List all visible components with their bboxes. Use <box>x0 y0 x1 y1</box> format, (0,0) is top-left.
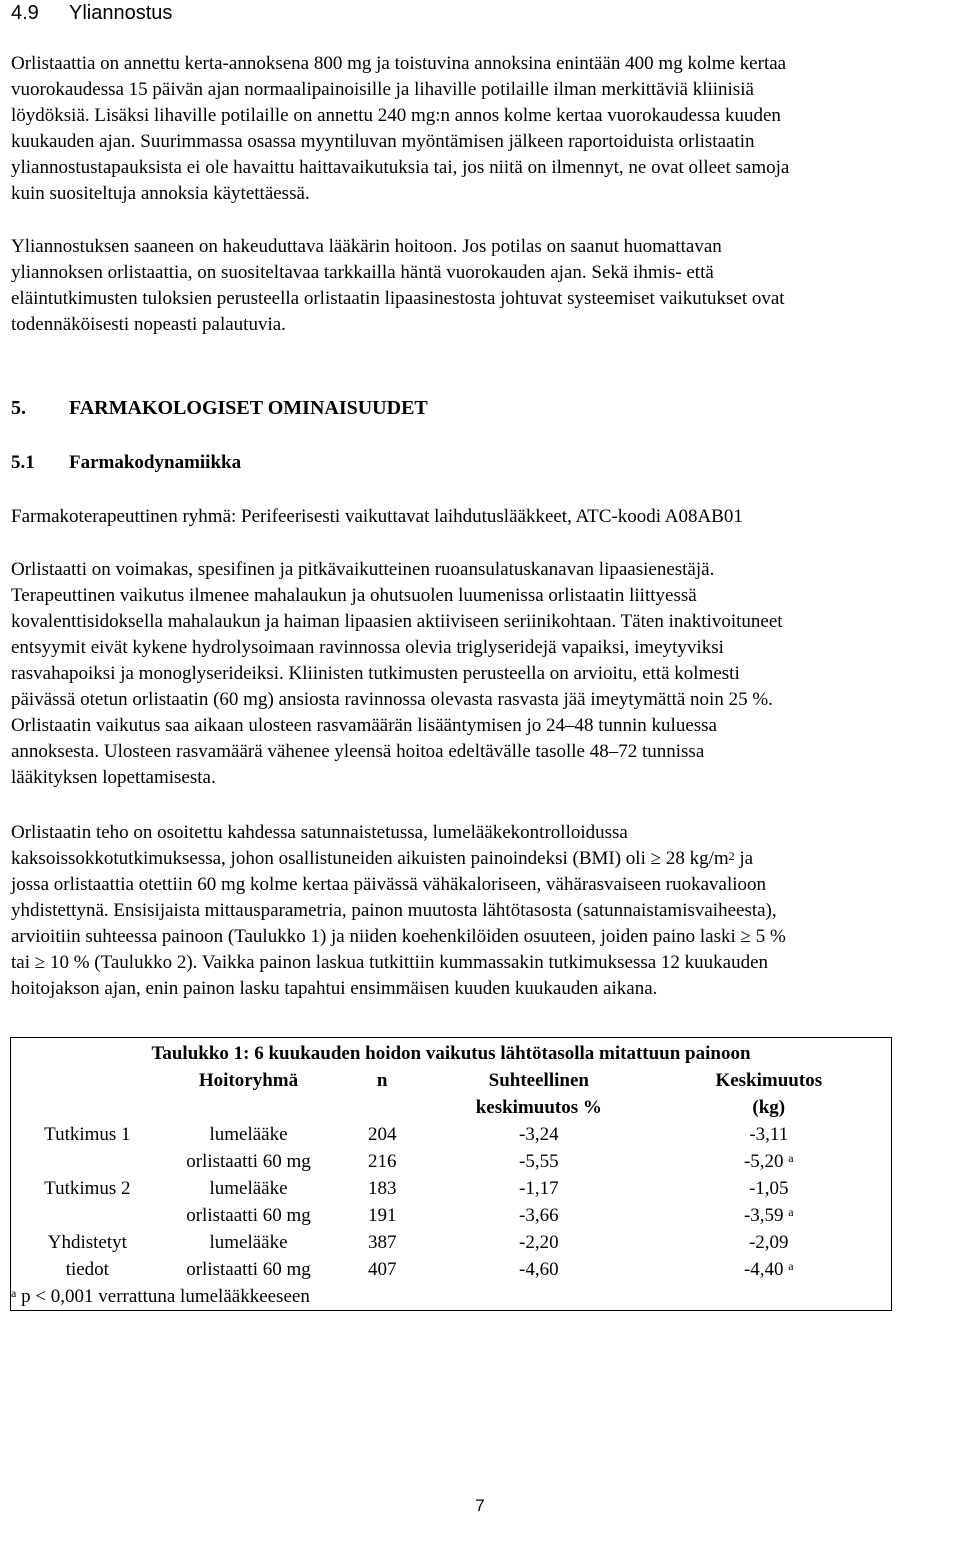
text-run: 10 % (Taulukko 2). Vaikka painon laskua tutkittiin kummassakin tutkimuksessa 12 kuukauden <box>45 952 769 973</box>
section-title: FARMAKOLOGISET OMINAISUUDET <box>69 397 428 419</box>
cell-line: -2,20 <box>519 1232 559 1253</box>
mean-cell <box>647 1229 891 1283</box>
atc-paragraph: Farmakoterapeuttinen ryhmä: Perifeerisesti vaikuttavat laihdutuslääkkeet, ATC-koodi A08AB01 <box>11 506 743 527</box>
section-number: 5.1 <box>11 452 35 473</box>
paragraph-line: yhdistettynä. Ensisijaista mittausparametria, painon muutosta lähtötasosta (satunnaistamisvaiheesta), <box>11 900 777 921</box>
cell-line: 183 <box>367 1178 397 1199</box>
table-caption: Taulukko 1: 6 kuukauden hoidon vaikutus lähtötasolla mitattuun painoon <box>151 1043 751 1064</box>
cell-line: lumelääke <box>209 1124 288 1145</box>
study-cell <box>11 1175 164 1229</box>
group-cell <box>164 1175 334 1229</box>
page-number: 7 <box>475 1496 485 1515</box>
paragraph-line: yliannoksen orlistaattia, on suositeltavaa tarkkailla häntä vuorokauden ajan. Sekä ihmis- että <box>11 262 714 283</box>
paragraph-line: Orlistaatin vaikutus saa aikaan ulosteen rasvamäärän lisääntymisen jo 24–48 tunnin kuluessa <box>11 715 717 736</box>
text-run: 5 % <box>750 926 786 947</box>
header-line: (kg) <box>752 1097 786 1118</box>
paragraph-line: hoitojakson ajan, enin painon lasku tapahtui ensimmäisen kuuden kuukauden aikana. <box>11 978 658 999</box>
cell-line: 387 <box>367 1232 397 1253</box>
superscript: a <box>788 1151 794 1165</box>
cell-line: lumelääke <box>209 1178 288 1199</box>
text-run: tai <box>11 952 35 973</box>
section-number: 4.9 <box>11 2 39 24</box>
relative-cell <box>431 1229 647 1283</box>
paragraph-line: Orlistaatin teho on osoitettu kahdessa satunnaistetussa, lumelääkekontrolloidussa <box>11 822 628 843</box>
table-header-relative <box>431 1067 647 1121</box>
cell-line: Tutkimus 1 <box>44 1124 131 1145</box>
cell-value: -5,20 <box>743 1151 784 1172</box>
results-table <box>10 1037 892 1311</box>
greater-equal-symbol: ≥ <box>34 952 46 973</box>
table-header-n: n <box>376 1070 388 1091</box>
paragraph-line: Orlistaatti on voimakas, spesifinen ja pitkävaikutteinen ruoansulatuskanavan lipaasienestäjä. <box>11 559 715 580</box>
cell-line <box>647 1148 891 1175</box>
header-line: Keskimuutos <box>715 1070 823 1091</box>
cell-line: -4,60 <box>519 1259 559 1280</box>
cell-line: 204 <box>367 1124 397 1145</box>
table-row <box>11 1229 891 1283</box>
relative-cell <box>431 1175 647 1229</box>
paragraph-line: jossa orlistaattia otettiin 60 mg kolme kertaa päivässä vähäkaloriseen, vähärasvaiseen ruokavalioon <box>11 874 766 895</box>
section-heading-5 <box>11 395 428 421</box>
paragraph-line <box>11 950 768 976</box>
table-row <box>11 1175 891 1229</box>
paragraph-line: Orlistaattia on annettu kerta-annoksena 800 mg ja toistuvina annoksina enintään 400 mg kolme kertaa <box>11 53 787 74</box>
table-footnote <box>11 1283 892 1311</box>
n-cell <box>333 1229 431 1283</box>
mean-cell <box>647 1121 891 1175</box>
cell-line: tiedot <box>65 1259 109 1280</box>
cell-line: orlistaatti 60 mg <box>186 1259 311 1280</box>
study-cell <box>11 1229 164 1283</box>
paragraph-line: lääkityksen lopettamisesta. <box>11 767 216 788</box>
paragraph-line: löydöksiä. Lisäksi lihaville potilaille on annettu 240 mg:n annos kolme kertaa vuorokaudessa kuuden <box>11 105 781 126</box>
relative-cell <box>431 1121 647 1175</box>
cell-line: -3,24 <box>519 1124 559 1145</box>
cell-line: orlistaatti 60 mg <box>186 1151 311 1172</box>
greater-equal-symbol: ≥ <box>650 848 662 869</box>
table-frame <box>11 1038 892 1284</box>
cell-line: -1,17 <box>519 1178 559 1199</box>
section-heading-5-1 <box>11 450 241 476</box>
footnote-text: p < 0,001 verrattuna lumelääkkeeseen <box>16 1286 310 1307</box>
text-run: 28 kg/m <box>661 848 729 869</box>
superscript: a <box>788 1259 794 1273</box>
paragraph-line: vuorokaudessa 15 päivän ajan normaalipainoisille ja lihaville potilaille ilman merkittäviä kliinisiä <box>11 79 754 100</box>
cell-line: -3,11 <box>749 1124 789 1145</box>
paragraph-line: rasvahapoiksi ja monoglyserideiksi. Kliinisten tutkimusten perusteella on arvioitu, että kolmesti <box>11 663 740 684</box>
mean-cell <box>647 1175 891 1229</box>
paragraph-line: Yliannostuksen saaneen on hakeuduttava lääkärin hoitoon. Jos potilas on saanut huomattavan <box>11 236 722 257</box>
cell-value: -4,40 <box>743 1259 784 1280</box>
section-heading-4-9 <box>11 0 172 26</box>
header-line: Suhteellinen <box>488 1070 589 1091</box>
paragraph-line: yliannostustapauksista ei ole havaittu haittavaikutuksia tai, jos niitä on ilmennyt, ne ovat olleet samoja <box>11 157 790 178</box>
table-header-group: Hoitoryhmä <box>198 1070 299 1091</box>
cell-value: -3,59 <box>743 1205 784 1226</box>
cell-line: -1,05 <box>748 1178 789 1199</box>
text-run: kaksoissokkotutkimuksessa, johon osallistuneiden aikuisten painoindeksi (BMI) oli <box>11 848 651 869</box>
cell-line: 191 <box>367 1205 397 1226</box>
paragraph-line: eläintutkimusten tuloksien perusteella orlistaatin lipaasinestosta johtuvat systeemiset vaikutukset ovat <box>11 288 785 309</box>
paragraph-line: entsyymit eivät kykene hydrolysoimaan ravinnossa olevia triglyseridejä vapaiksi, imeytyviksi <box>11 637 724 658</box>
section-number: 5. <box>11 397 26 419</box>
text-run: ja <box>734 848 754 869</box>
paragraph-line: kovalenttisidoksella mahalaukun ja haiman lipaasien aktiiviseen seriinikohtaan. Täten inaktivoituneet <box>11 611 783 632</box>
cell-line <box>647 1256 891 1283</box>
superscript: a <box>788 1205 794 1219</box>
paragraph-line: kuukauden ajan. Suurimmassa osassa myyntiluvan myöntämisen jälkeen raportoiduista orlistaatin <box>11 131 755 152</box>
n-cell <box>333 1175 431 1229</box>
n-cell <box>333 1121 431 1175</box>
table-inner <box>11 1038 891 1283</box>
cell-line: orlistaatti 60 mg <box>186 1205 311 1226</box>
group-cell <box>164 1121 334 1175</box>
paragraph-line: kuin suositeltuja annoksia käytettäessä. <box>11 183 310 204</box>
paragraph-line <box>11 924 786 950</box>
greater-equal-symbol: ≥ <box>740 926 751 947</box>
study-cell <box>11 1121 164 1175</box>
paragraph-line: todennäköisesti nopeasti palautuvia. <box>11 314 286 335</box>
table-header-cell <box>11 1067 164 1121</box>
header-line: keskimuutos % <box>475 1097 602 1118</box>
paragraph-line: annoksesta. Ulosteen rasvamäärä vähenee yleensä hoitoa edeltävälle tasolle 48–72 tunnissa <box>11 741 705 762</box>
cell-line: -2,09 <box>748 1232 789 1253</box>
cell-line: 407 <box>367 1259 397 1280</box>
cell-line: -3,66 <box>519 1205 559 1226</box>
cell-line: 216 <box>367 1151 397 1172</box>
cell-line: -5,55 <box>519 1151 559 1172</box>
footnote-marker: a <box>11 1286 17 1300</box>
table-header-mean <box>647 1067 891 1121</box>
cell-line: lumelääke <box>209 1232 288 1253</box>
cell-line <box>647 1202 891 1229</box>
table-row <box>11 1121 891 1175</box>
superscript: 2 <box>728 849 735 863</box>
paragraph-line: Terapeuttinen vaikutus ilmenee mahalaukun ja ohutsuolen luumenissa orlistaatin liittyessä <box>11 585 697 606</box>
cell-line: Tutkimus 2 <box>44 1178 131 1199</box>
section-title: Farmakodynamiikka <box>69 452 242 473</box>
section-title: Yliannostus <box>69 2 173 24</box>
paragraph-line: päivässä otetun orlistaatin (60 mg) ansiosta ravinnossa olevasta rasvasta jää imeytymättä noin 25 %. <box>11 689 773 710</box>
text-run: arvioitiin suhteessa painoon (Taulukko 1) ja niiden koehenkilöiden osuuteen, joiden paino laski <box>11 926 741 947</box>
group-cell <box>164 1229 334 1283</box>
cell-line: Yhdistetyt <box>47 1232 127 1253</box>
paragraph-line <box>11 846 753 872</box>
